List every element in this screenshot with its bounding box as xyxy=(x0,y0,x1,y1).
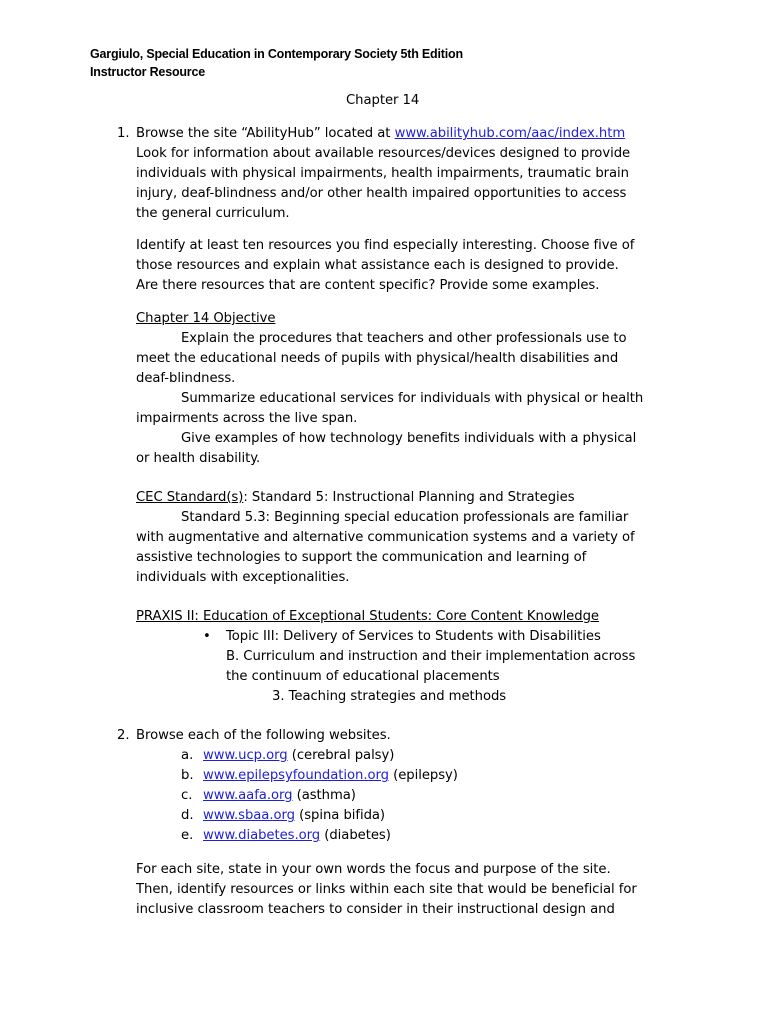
objective-line: Explain the procedures that teachers and other professionals use to xyxy=(181,331,627,346)
cec-heading: CEC Standard(s) xyxy=(136,490,244,505)
objective-heading: Chapter 14 Objective xyxy=(136,311,276,326)
epilepsy-link[interactable]: www.epilepsyfoundation.org xyxy=(203,768,389,783)
bullet-icon: • xyxy=(203,629,211,644)
objective-line: Summarize educational services for individuals with physical or health xyxy=(181,391,644,406)
praxis-heading: PRAXIS II: Education of Exceptional Students: Core Content Knowledge xyxy=(136,609,599,624)
item-2-number: 2. xyxy=(117,728,130,743)
site-row xyxy=(203,826,391,846)
closing-line: Then, identify resources or links within each site that would be beneficial for xyxy=(136,882,637,897)
objective-line: impairments across the live span. xyxy=(136,411,358,426)
item-1-line: the general curriculum. xyxy=(136,206,290,221)
item-1-para2-line: Identify at least ten resources you find especially interesting. Choose five of xyxy=(136,238,635,253)
abilityhub-link[interactable]: www.abilityhub.com/aac/index.htm xyxy=(394,126,626,141)
site-note: (cerebral palsy) xyxy=(287,748,395,763)
site-row xyxy=(203,806,385,826)
item-1-number: 1. xyxy=(117,126,130,141)
site-letter: c. xyxy=(181,788,193,803)
aafa-link[interactable]: www.aafa.org xyxy=(203,788,293,803)
cec-line: Standard 5.3: Beginning special education professionals are familiar xyxy=(181,510,629,525)
item-1-intro xyxy=(136,124,625,144)
diabetes-link[interactable]: www.diabetes.org xyxy=(203,828,321,843)
item-1-line: individuals with physical impairments, health impairments, traumatic brain xyxy=(136,166,629,181)
objective-line: or health disability. xyxy=(136,451,261,466)
cec-line: individuals with exceptionalities. xyxy=(136,570,350,585)
header-line-2: Instructor Resource xyxy=(90,65,205,79)
item-2-intro: Browse each of the following websites. xyxy=(136,728,391,743)
site-row xyxy=(203,766,458,786)
closing-line: inclusive classroom teachers to consider in their instructional design and xyxy=(136,902,615,917)
sbaa-link[interactable]: www.sbaa.org xyxy=(203,808,295,823)
header-line-1: Gargiulo, Special Education in Contemporary Society 5th Edition xyxy=(90,47,463,61)
praxis-line: the continuum of educational placements xyxy=(226,669,500,684)
site-note: (epilepsy) xyxy=(388,768,458,783)
site-letter: d. xyxy=(181,808,194,823)
site-note: (asthma) xyxy=(292,788,356,803)
praxis-line: Topic III: Delivery of Services to Students with Disabilities xyxy=(226,629,601,644)
item-1-para2-line: those resources and explain what assistance each is designed to provide. xyxy=(136,258,619,273)
site-note: (diabetes) xyxy=(320,828,391,843)
cec-line: assistive technologies to support the communication and learning of xyxy=(136,550,587,565)
site-row xyxy=(203,786,356,806)
site-row xyxy=(203,746,394,766)
site-letter: a. xyxy=(181,748,194,763)
praxis-line: 3. Teaching strategies and methods xyxy=(272,689,507,704)
site-letter: e. xyxy=(181,828,194,843)
cec-heading-line xyxy=(136,488,575,508)
item-1-intro-text: Browse the site “AbilityHub” located at xyxy=(136,126,395,141)
chapter-title: Chapter 14 xyxy=(346,93,420,108)
site-letter: b. xyxy=(181,768,194,783)
item-1-line: injury, deaf-blindness and/or other health impaired opportunities to access xyxy=(136,186,627,201)
objective-line: meet the educational needs of pupils with physical/health disabilities and xyxy=(136,351,619,366)
ucp-link[interactable]: www.ucp.org xyxy=(203,748,288,763)
closing-line: For each site, state in your own words the focus and purpose of the site. xyxy=(136,862,611,877)
praxis-line: B. Curriculum and instruction and their implementation across xyxy=(226,649,636,664)
objective-line: Give examples of how technology benefits individuals with a physical xyxy=(181,431,637,446)
site-note: (spina bifida) xyxy=(294,808,386,823)
objective-line: deaf-blindness. xyxy=(136,371,236,386)
cec-standard-5: : Standard 5: Instructional Planning and Strategies xyxy=(243,490,575,505)
item-1-para2-line: Are there resources that are content specific? Provide some examples. xyxy=(136,278,600,293)
item-1-line: Look for information about available resources/devices designed to provide xyxy=(136,146,631,161)
cec-line: with augmentative and alternative communication systems and a variety of xyxy=(136,530,635,545)
